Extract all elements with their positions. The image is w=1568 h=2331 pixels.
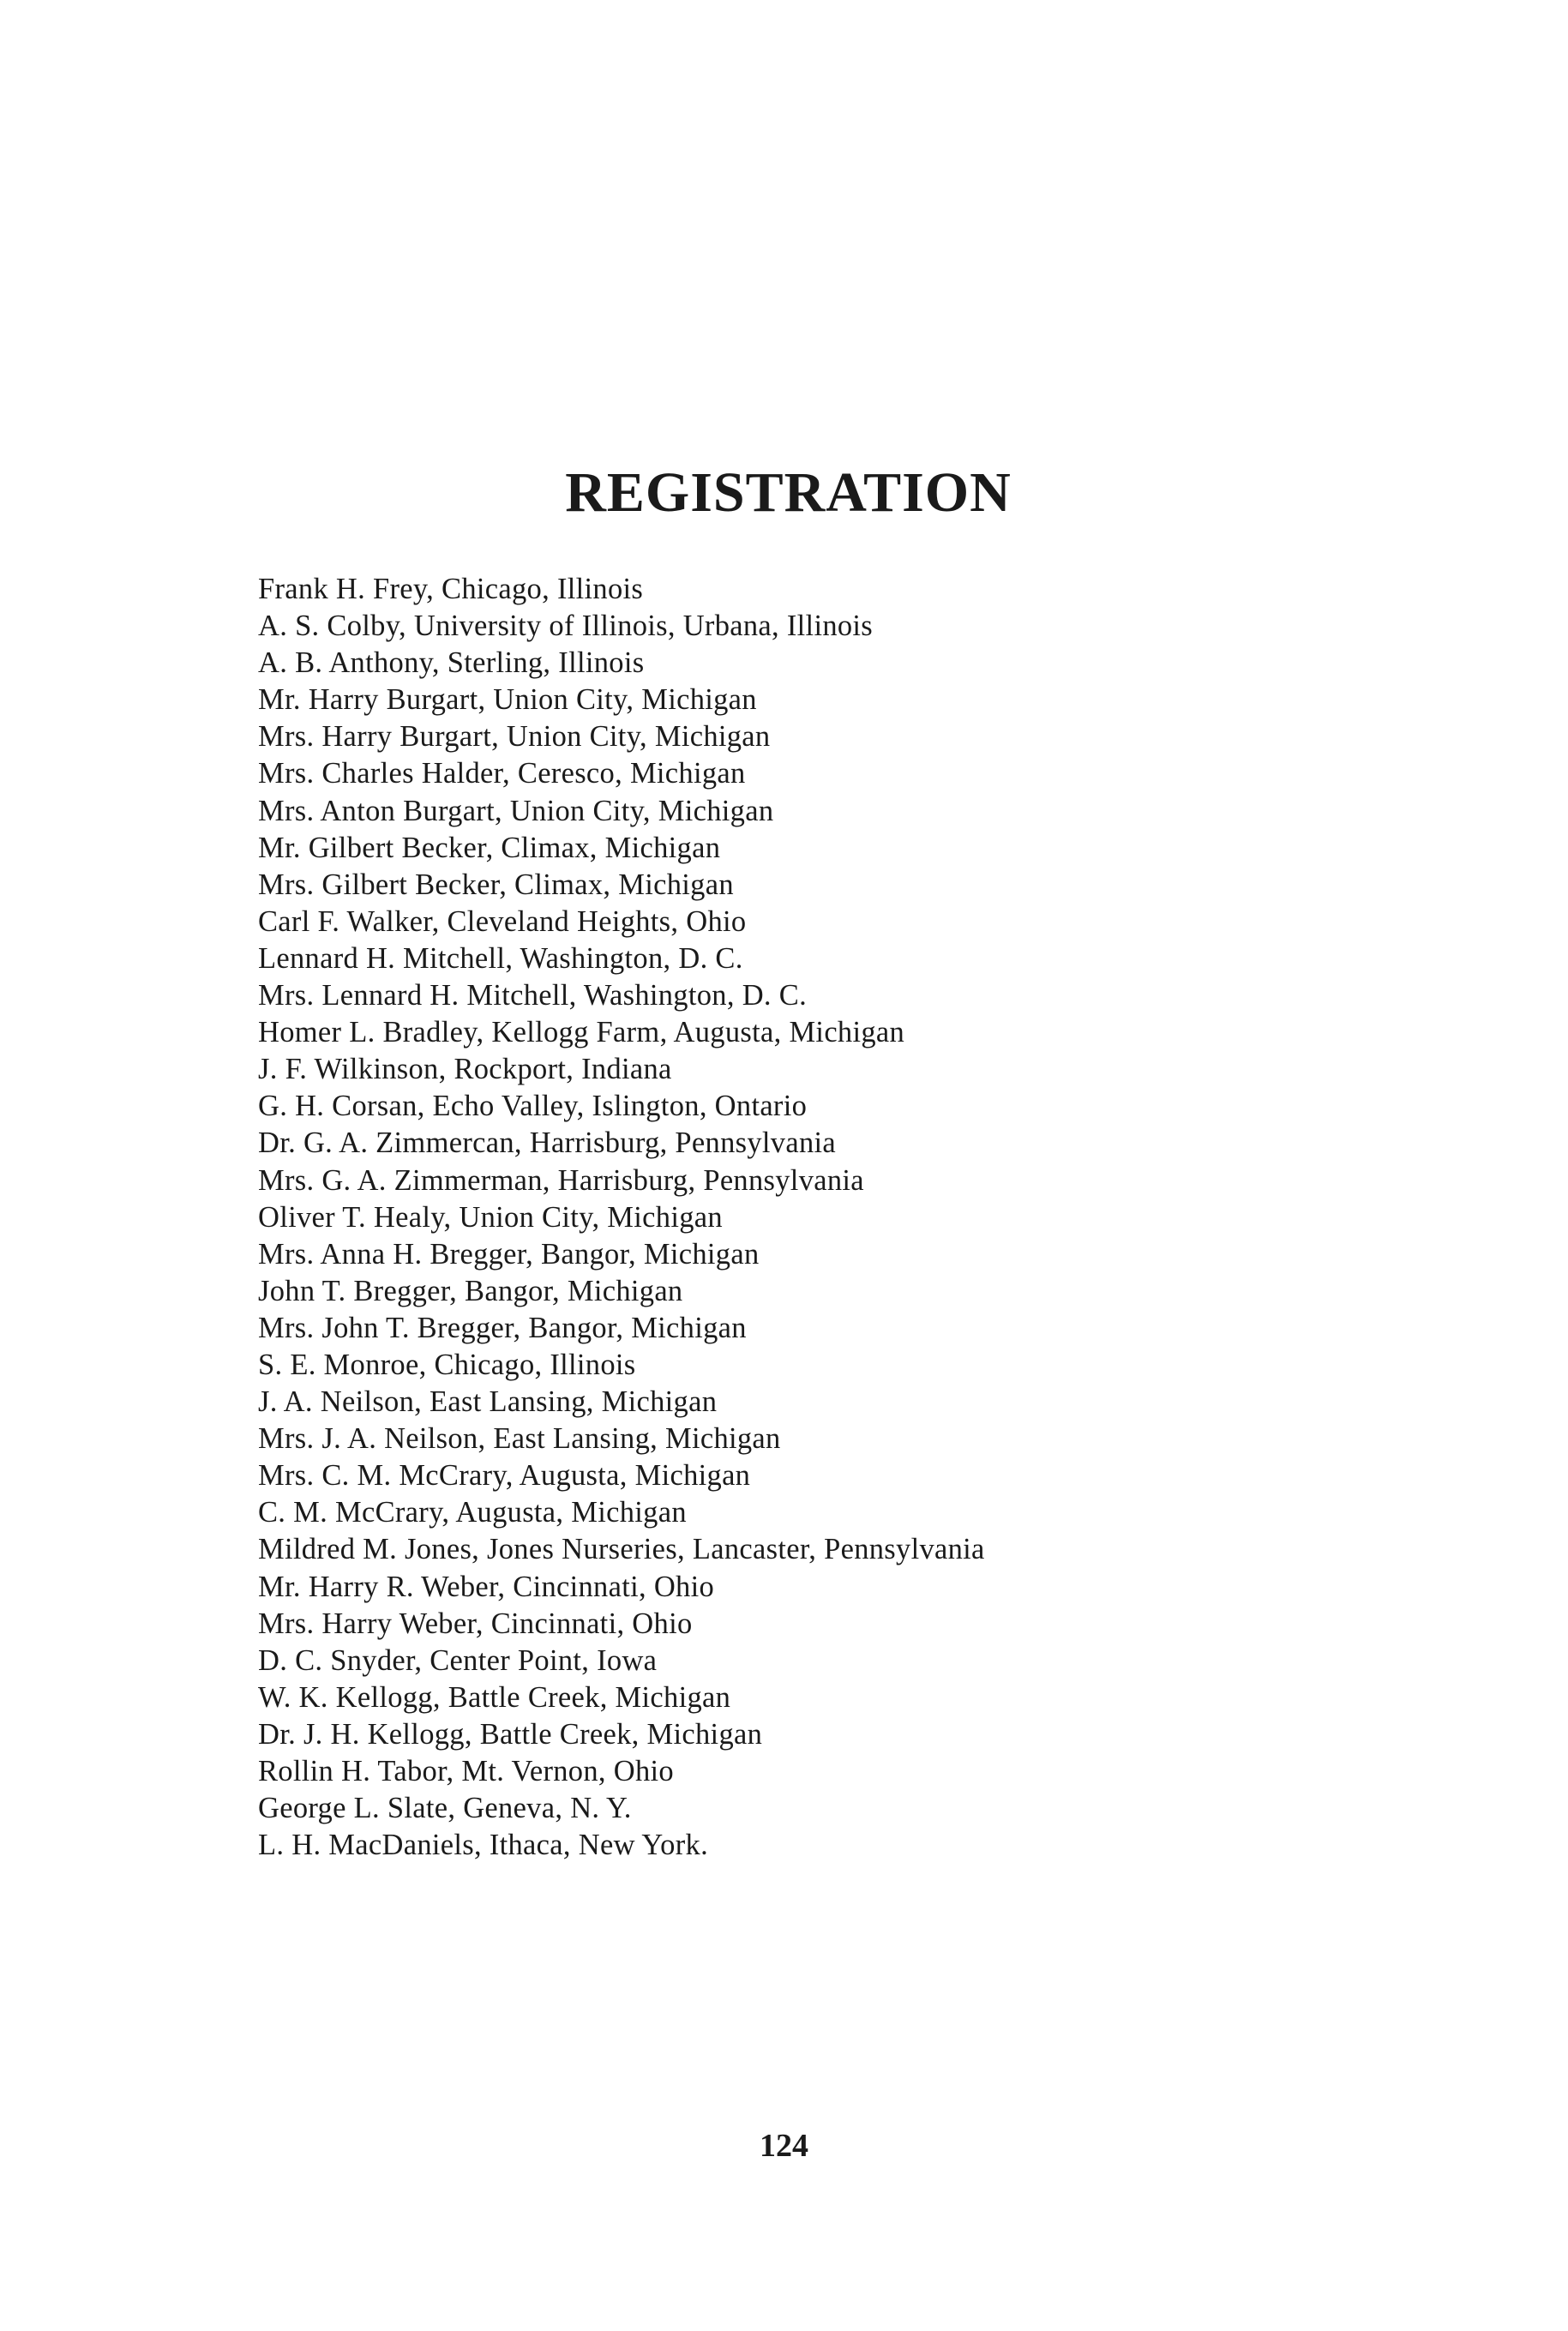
registration-entry: Oliver T. Healy, Union City, Michigan [258, 1200, 723, 1234]
registration-entry: W. K. Kellogg, Battle Creek, Michigan [258, 1680, 731, 1714]
registration-entry: Mrs. John T. Bregger, Bangor, Michigan [258, 1311, 747, 1344]
page-number: 124 [760, 2128, 808, 2164]
registration-entry: Mrs. Lennard H. Mitchell, Washington, D. C. [258, 979, 807, 1012]
registration-entry: Homer L. Bradley, Kellogg Farm, Augusta, Michigan [258, 1016, 905, 1049]
registration-entry: Mildred M. Jones, Jones Nurseries, Lancaster, Pennsylvania [258, 1533, 985, 1566]
registration-entry: Mrs. Anton Burgart, Union City, Michigan [258, 794, 774, 827]
registration-entry: C. M. McCrary, Augusta, Michigan [258, 1496, 687, 1529]
registration-entry: Dr. J. H. Kellogg, Battle Creek, Michigan [258, 1717, 763, 1751]
registration-entry: D. C. Snyder, Center Point, Iowa [258, 1643, 658, 1677]
registration-entry: Mrs. Harry Weber, Cincinnati, Ohio [258, 1607, 693, 1640]
registration-entry: A. S. Colby, University of Illinois, Urbana, Illinois [258, 610, 874, 643]
registration-entry: Mr. Harry Burgart, Union City, Michigan [258, 683, 757, 717]
registration-entry: Dr. G. A. Zimmercan, Harrisburg, Pennsylvania [258, 1126, 836, 1160]
registration-entry: Mr. Harry R. Weber, Cincinnati, Ohio [258, 1570, 715, 1603]
registration-entry: Lennard H. Mitchell, Washington, D. C. [258, 941, 743, 975]
registration-entry: L. H. MacDaniels, Ithaca, New York. [258, 1829, 709, 1862]
registration-entry: Carl F. Walker, Cleveland Heights, Ohio [258, 904, 747, 938]
registration-entry: Mrs. J. A. Neilson, East Lansing, Michigan [258, 1422, 781, 1456]
registration-entry: Mrs. Harry Burgart, Union City, Michigan [258, 720, 771, 754]
registration-entry: Mrs. Gilbert Becker, Climax, Michigan [258, 868, 734, 901]
registration-entry: Mrs. Anna H. Bregger, Bangor, Michigan [258, 1237, 760, 1271]
registration-entry: G. H. Corsan, Echo Valley, Islington, Ontario [258, 1090, 808, 1123]
registration-entry: J. F. Wilkinson, Rockport, Indiana [258, 1053, 672, 1086]
registration-entry: Mrs. Charles Halder, Ceresco, Michigan [258, 757, 746, 790]
registration-entry: John T. Bregger, Bangor, Michigan [258, 1274, 683, 1307]
registration-entry: Rollin H. Tabor, Mt. Vernon, Ohio [258, 1755, 674, 1787]
registration-entry: S. E. Monroe, Chicago, Illinois [258, 1348, 636, 1381]
registration-entry: Mrs. G. A. Zimmerman, Harrisburg, Pennsylvania [258, 1163, 864, 1197]
registration-entry: J. A. Neilson, East Lansing, Michigan [258, 1385, 718, 1419]
registration-entry: George L. Slate, Geneva, N. Y. [258, 1792, 632, 1825]
registration-entry: Mr. Gilbert Becker, Climax, Michigan [258, 831, 721, 864]
registration-entry: Frank H. Frey, Chicago, Illinois [258, 573, 644, 605]
page-title: REGISTRATION [565, 461, 1012, 524]
registration-entry: A. B. Anthony, Sterling, Illinois [258, 646, 645, 680]
registration-list [258, 571, 985, 1864]
registration-entry: Mrs. C. M. McCrary, Augusta, Michigan [258, 1459, 751, 1493]
